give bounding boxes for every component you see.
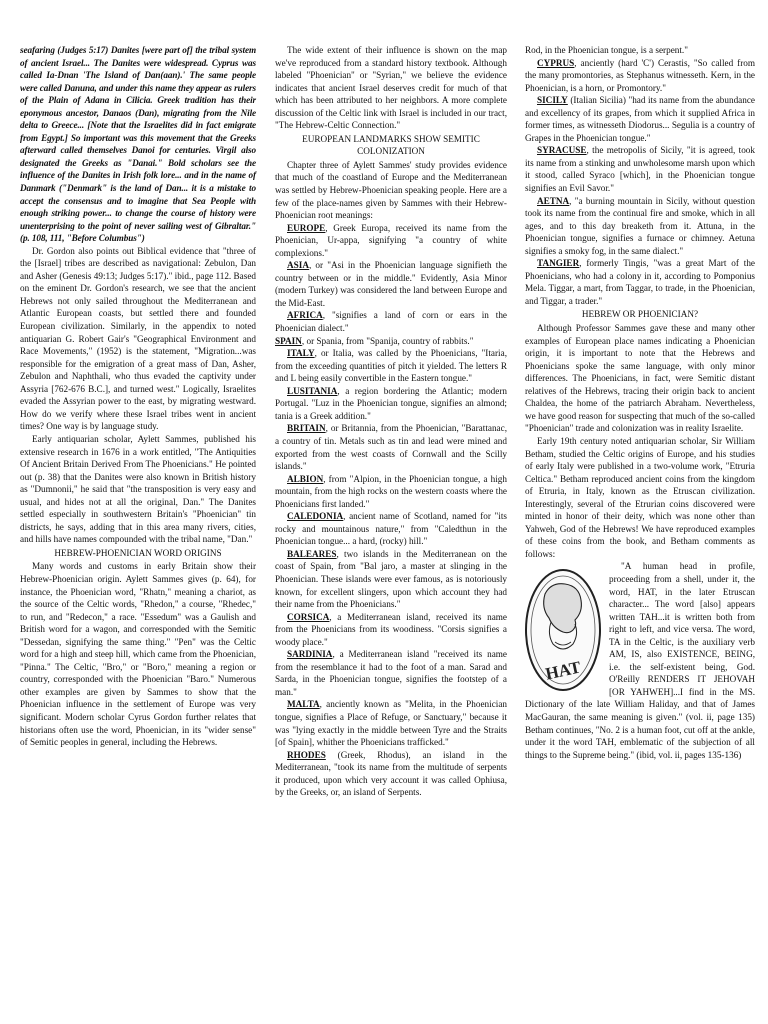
entry-text: , "signifies a land of corn or ears in the Phoenician dialect." [275, 310, 507, 334]
entry-text: , or Britannia, from the Phoenician, "Barattanac, a country of tin. Metals such as tin and lead were mined and exported from the west coasts of Cornwall and the Scilly islands." [275, 423, 507, 472]
entry-name: BRITAIN [287, 423, 326, 434]
entry-britain [275, 422, 507, 472]
paragraph-word-origins: Many words and customs in early Britain show their Hebrew-Phoenician origin. Aylett Sammes gives (p. 64), for instance, the Phoenician word, "Rhatn," meaning a chariot, as the source of the Celtic words, "Rhedon," a course, "Rhedec," to run, and "Redecon," a race. "Essedum" was a Gaulish and British word for a wagon, and corresponded with the Semitic "Dessedan, signifying the same thing." "Pen" was the Celtic word for a high and steep hill, which came from the Phoenician, "Pinna." The Celtic, "Bro," or "Boro," meaning a region or country, corresponded with the Phoenician "Baro." Numerous other examples are given by Sammes to show that the Phoenician influence in the settlement of Europe was very significant. Modern scholar Cyrus Gordon further relates that historians often use the word, Phoenician, in its "wider sense" of Semitic peoples in general, including the Hebrews. [20, 561, 256, 748]
entry-name: AETNA [537, 195, 570, 206]
entry-name: ASIA [287, 260, 309, 271]
entry-lusitania [275, 385, 507, 423]
entry-name: SICILY [537, 95, 568, 106]
entry-text: , a Mediterranean island "received its name from the resemblance it had to the foot of a man. Sarad and Sarda, in the Phoenician tongue, signifies the footstep of a man." [275, 649, 507, 697]
entry-text: (Greek, Rhodus), an island in the Mediterranean, "took its name from the multitude of serpents it produced, upon which very account it was called Ophiusa, by the Greeks, or, an island of Serpents. [275, 749, 507, 798]
entry-sicily [525, 94, 755, 144]
entry-name: ALBION [287, 473, 324, 484]
coin-illustration [523, 564, 603, 692]
entry-text: , a region bordering the Atlantic; modern Portugal. "Luz in the Phoenician tongue, signifies an almond; tania is a Greek addition." [275, 385, 507, 421]
entry-corsica [275, 611, 507, 649]
entry-name: SPAIN [275, 335, 302, 346]
section-heading-landmarks: EUROPEAN LANDMARKS SHOW SEMITIC COLONIZATION [302, 133, 480, 157]
entry-text: , two islands in the Mediterranean on the coast of Spain, from "Bal jaro, a master at slinging in the Phoenician. These islands were ever famous, as is notoriously known, for excellent slingers, upon which account they had their name from the Phoenicians." [275, 548, 507, 610]
entry-albion [275, 473, 507, 511]
entry-text: , or Italia, was called by the Phoenicians, "Itaria, from the exceeding quantities of pitch it yielded. The letters R and L being easily convertible in the Eastern tongue." [275, 348, 507, 384]
section-heading-word-origins: HEBREW-PHOENICIAN WORD ORIGINS [54, 547, 222, 558]
entry-asia [275, 259, 507, 309]
entry-cyprus [525, 57, 755, 95]
entry-text: , anciently (hard 'C') Cerastis, "So called from the many promontories, as Stephanus witnesseth. Kern, in the Phoenician, is a horn, or Promontory." [525, 57, 755, 93]
entry-name: CALEDONIA [287, 511, 344, 522]
entry-text: , from "Alpion, in the Phoenician tongue, a high mountain, from the high rocks on the western coasts where the Phoenicians first landed." [275, 473, 507, 509]
entry-africa [275, 309, 507, 334]
paragraph-dan-seafaring: seafaring (Judges 5:17) Danites [were part of] the tribal system of ancient Israel... The Danites were widespread. Cyprus was called Ia-Dnan 'The Island of Dan(aan).' The same people were called Danuna, and under this name they appear as rulers of the Plain of Adana in Cilicia. Greek tradition has their eponymous ancestor, Danaos (Dan), migrating from the Nile delta to Greece... [Note that the Israelites did in fact emigrate from Egypt.] So important was this movement that the Greeks afterward called themselves Danoi for centuries. Virgil also designated the Greeks as "Danai." Bold scholars see the influence of the Danites in Irish folk lore... and in the name of Danmark ("Denmark" is the land of Dan... it is a mistake to accept the consensus and to imagine that Sea People with enough striking power... to change the course of history were unenterprising to the point of never sailing west of Gibraltar." (p. 108, 111, "Before Columbus") [20, 45, 256, 244]
paragraph-betham: Early 19th century noted antiquarian scholar, Sir William Betham, studied the Celtic origins of Europe, and his studies of early Italy were published in a two-volume work, "Etruria Celtica." Betham reproduced ancient coins from the kingdom of Etruria, in Italy, known as the Etruscan civilization. Interestingly, several of the Etrurian coins discovered were minted in honor of their deity, which was none other than Yahweh, God of the Hebrews! We have reproduced examples of these coins from the book, and Betham comments as follows: [525, 435, 755, 559]
entry-text: , Greek Europa, received its name from the Phoenician, Ur-appa, signifying "a country of white complexions." [275, 222, 507, 258]
entry-rhodes [275, 749, 507, 799]
entry-malta [275, 698, 507, 748]
entry-text: , the metropolis of Sicily, "it is agreed, took its name from a stinking and unwholesome marsh upon which it stood, called Syraco [which], in the Phoenician tongue signifies an Evil Savor." [525, 145, 755, 194]
entry-name: SYRACUSE [537, 145, 587, 156]
column-2 [275, 44, 507, 799]
column-1 [20, 44, 256, 749]
paragraph-betham-quote: "A human head in profile, proceeding from a shell, under it, the word, HAT, in the later Etruscan character... The word [also] appears written TAH...it is written both from right to left, and vice versa. The word, TA in the Celtic, is the auxiliary verb AM, IS, also EXISTENCE, BEING, i.e. the self-existent being, God. O'Reilly RENDERS IT JEHOVAH [OR YAHWEH]...I find in the MS. Dictionary of the late William Haliday, and that of James MacGauran, the same meaning is given." (vol. ii, page 135) Betham continues, "No. 2 is a human foot, cut off at the ankle, under it the word TAH, emblematic of the subjection of all things to the Supreme being." (ibid, vol. ii, pages 135-136) [525, 561, 755, 760]
entry-name: LUSITANIA [287, 385, 338, 396]
entry-name: AFRICA [287, 310, 323, 321]
entry-tangier [525, 257, 755, 307]
entry-name: SARDINIA [287, 649, 333, 660]
paragraph-gordon-evidence: Dr. Gordon also points out Biblical evidence that "three of the [Israel] tribes are described as navigational: Zebulon, Dan and Asher (Genesis 49:13; Judges 5:17)." ibid., page 112. Based on the eminent Dr. Gordon's research, we see that the ancient Hebrews not only sailed throughout the Mediterranean and Atlantic European coasts, but settled there and founded European civilization. Similarly, in the appendix to noted antiquarian G. Robert Gair's "Geographical Environment and Race Movements," (1952) is the statement, "Migration...was responsible for the emigration of a great mass of Dan, Asher, Zebulon and Naphthali, who thus evaded the captivity under Assyria [762-676 B.C.], and turned west." Logically, Israelites evaded the Assyrian power to the east, by migrating westward. How do we verify where these Israel tribes went in ancient times? One way is by language study. [20, 245, 256, 432]
entry-name: ITALY [287, 348, 315, 359]
section-heading-hebrew-or-phoenician: HEBREW OR PHOENICIAN? [581, 309, 699, 320]
paragraph-rhodes-continued: Rod, in the Phoenician tongue, is a serpent." [525, 45, 688, 55]
entry-text: , ancient name of Scotland, named for "its rocky and mountainous nature," from "Caledthun in the Phoenician tongue... a hard, (rocky) hill." [275, 511, 507, 547]
entry-text: , a Mediterranean island, received its name from the Phoenicians from its woodiness. "Corsis signifies a woody place." [275, 611, 507, 647]
entry-name: MALTA [287, 699, 320, 710]
entry-text: (Italian Sicilia) "had its name from the abundance and excellency of its grapes, from which it supplied Africa in former times, as witnesseth Diodorus... Segulia is a country of Grapes in the Phoenician tongue." [525, 95, 755, 143]
entry-text: , formerly Tingis, "was a great Mart of the Phoenicians, who had a colony in it, according to Pomponius Mela. Tiggar, a mart, from Taggar, to trade, in the Phoenician, and Tiggar, a trader." [525, 258, 755, 306]
entry-name: CORSICA [287, 611, 330, 622]
entry-spain [275, 335, 507, 348]
entry-name: TANGIER [537, 258, 580, 269]
entry-text: , anciently known as "Melita, in the Phoenician tongue, signifies a Place of Refuge, or Sanctuary," because it was "lying exactly in the middle between Tyre and the Straits [of Spain], whither the Phoenicians trafficked." [275, 699, 507, 748]
coin-inscription: HAT [543, 657, 583, 684]
entry-name: BALEARES [287, 548, 337, 559]
entry-syracuse [525, 144, 755, 194]
entry-name: EUROPE [287, 222, 326, 233]
paragraph-sammes-examples: Although Professor Sammes gave these and many other examples of European place names indicating a Phoenician origin, it is important to note that the Hebrews and Phoenicians spoke the same language, with only minor differences. The Phoenicians, in fact, were Semitic distant relatives of the Hebrews, tracing their origin back to ancient Chaldea, the home of the patriarch Abraham. Nevertheless, we have good reason for suspecting that much of the so-called "Phoenician" trade and colonization was in reality Israelite. [525, 323, 755, 434]
paragraph-chapter-three: Chapter three of Aylett Sammes' study provides evidence that much of the coastland of Europe and the Mediterranean was settled by Hebrew-Phoenician speaking people. Here are a few of the place-names given by Sammes with their Hebrew-Phoenician root meanings: [275, 159, 507, 221]
column-3 [525, 44, 755, 761]
entry-baleares [275, 548, 507, 611]
entry-text: , or Spania, from "Spanija, country of rabbits." [301, 335, 474, 346]
entry-aetna [525, 195, 755, 258]
entry-caledonia [275, 510, 507, 548]
entry-text: , or "Asi in the Phoenician language signifieth the country between or in the middle." Evidently, Asia Minor (modern Turkey) was considered the land between Europe and the Mid-East. [275, 260, 507, 308]
entry-europe [275, 222, 507, 260]
paragraph-sammes-research: Early antiquarian scholar, Aylett Sammes, published his extensive research in 1676 in a work entitled, "The Antiquities Of Ancient Britain Derived From The Phoenicians." He pointed out (p. 38) that the Danites were also known in British history as "Dumnonii," he said that "the transposition is very easy and usual, and hides not at all the original, Dan." The Danites settled especially in southwestern Britain's "Phoenician" tin districts, he says, adding that in this area many rivers, cities, and hills have names compounded with the tribal name, "Dan." [20, 433, 256, 545]
entry-text: , "a burning mountain in Sicily, without question took its name from the continual fire and smoke, which in all ages, and to this day breaketh from it. Attuna, in the Phoenician tongue, signifies a furnace or chimney. Aetuna signifies a smoky fog, in the same dialect." [525, 195, 755, 256]
paragraph-map-influence: The wide extent of their influence is shown on the map we've reproduced from a standard history textbook. Although labeled "Phoenician" or "Syrian," we believe the evidence indicates that ancient Israel deserves credit for much of that which has been attributed to her neighbors. A more complete discussion of the Celtic link with Israel is included in our tract, "The Hebrew-Celtic Connection." [275, 45, 507, 131]
etruscan-coin-image [523, 564, 603, 692]
entry-sardinia [275, 648, 507, 698]
entry-name: CYPRUS [537, 57, 575, 68]
entry-name: RHODES [287, 749, 326, 760]
entry-italy [275, 347, 507, 385]
